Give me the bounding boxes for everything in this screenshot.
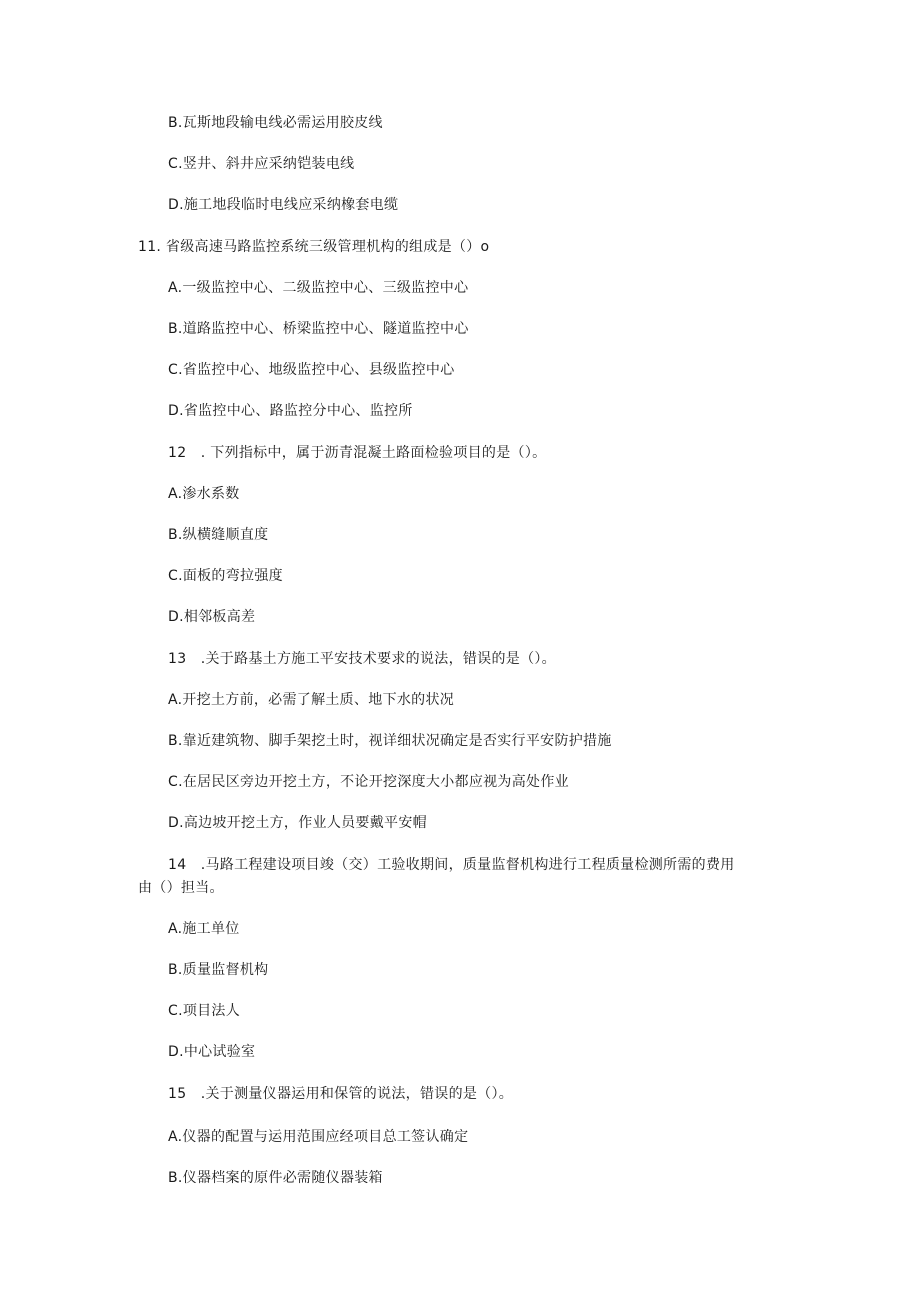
option-a-q12: A.渗水系数 bbox=[168, 486, 240, 502]
option-b-q11: B.道路监控中心、桥梁监控中心、隧道监控中心 bbox=[168, 321, 469, 337]
option-c-q12: C.面板的弯拉强度 bbox=[168, 568, 283, 584]
option-d-q10: D.施工地段临时电线应采纳橡套电缆 bbox=[168, 197, 399, 213]
option-a-q11: A.一级监控中心、二级监控中心、三级监控中心 bbox=[168, 280, 469, 296]
option-b-q15: B.仪器档案的原件必需随仪器装箱 bbox=[168, 1170, 383, 1186]
question-11: 11. 省级高速马路监控系统三级管理机构的组成是（）o bbox=[138, 239, 490, 255]
option-a-q15: A.仪器的配置与运用范围应经项目总工签认确定 bbox=[168, 1129, 469, 1145]
option-c-q14: C.项目法人 bbox=[168, 1003, 241, 1019]
question-14-continued: 由（）担当。 bbox=[138, 880, 224, 896]
option-d-q11: D.省监控中心、路监控分中心、监控所 bbox=[168, 403, 413, 419]
question-15: 15 .关于测量仪器运用和保管的说法，错误的是（）。 bbox=[168, 1086, 514, 1102]
option-c-q11: C.省监控中心、地级监控中心、县级监控中心 bbox=[168, 362, 455, 378]
option-d-q12: D.相邻板高差 bbox=[168, 609, 256, 625]
question-12: 12 . 下列指标中，属于沥青混凝土路面检验项目的是（）。 bbox=[168, 445, 547, 461]
option-c-q13: C.在居民区旁边开挖土方，不论开挖深度大小都应视为高处作业 bbox=[168, 774, 569, 790]
option-d-q14: D.中心试验室 bbox=[168, 1044, 256, 1060]
option-a-q14: A.施工单位 bbox=[168, 921, 240, 937]
option-b-q10: B.瓦斯地段输电线必需运用胶皮线 bbox=[168, 115, 383, 131]
question-13: 13 .关于路基土方施工平安技术要求的说法，错误的是（）。 bbox=[168, 651, 556, 667]
option-b-q13: B.靠近建筑物、脚手架挖土时，视详细状况确定是否实行平安防护措施 bbox=[168, 733, 612, 749]
option-d-q13: D.高边坡开挖土方，作业人员要戴平安帽 bbox=[168, 815, 427, 831]
option-b-q14: B.质量监督机构 bbox=[168, 962, 269, 978]
option-c-q10: C.竖井、斜井应采纳铠装电线 bbox=[168, 156, 355, 172]
option-b-q12: B.纵横缝顺直度 bbox=[168, 527, 269, 543]
option-a-q13: A.开挖土方前，必需了解土质、地下水的状况 bbox=[168, 692, 455, 708]
question-14: 14 .马路工程建设项目竣（交）工验收期间，质量监督机构进行工程质量检测所需的费用 bbox=[168, 857, 735, 873]
